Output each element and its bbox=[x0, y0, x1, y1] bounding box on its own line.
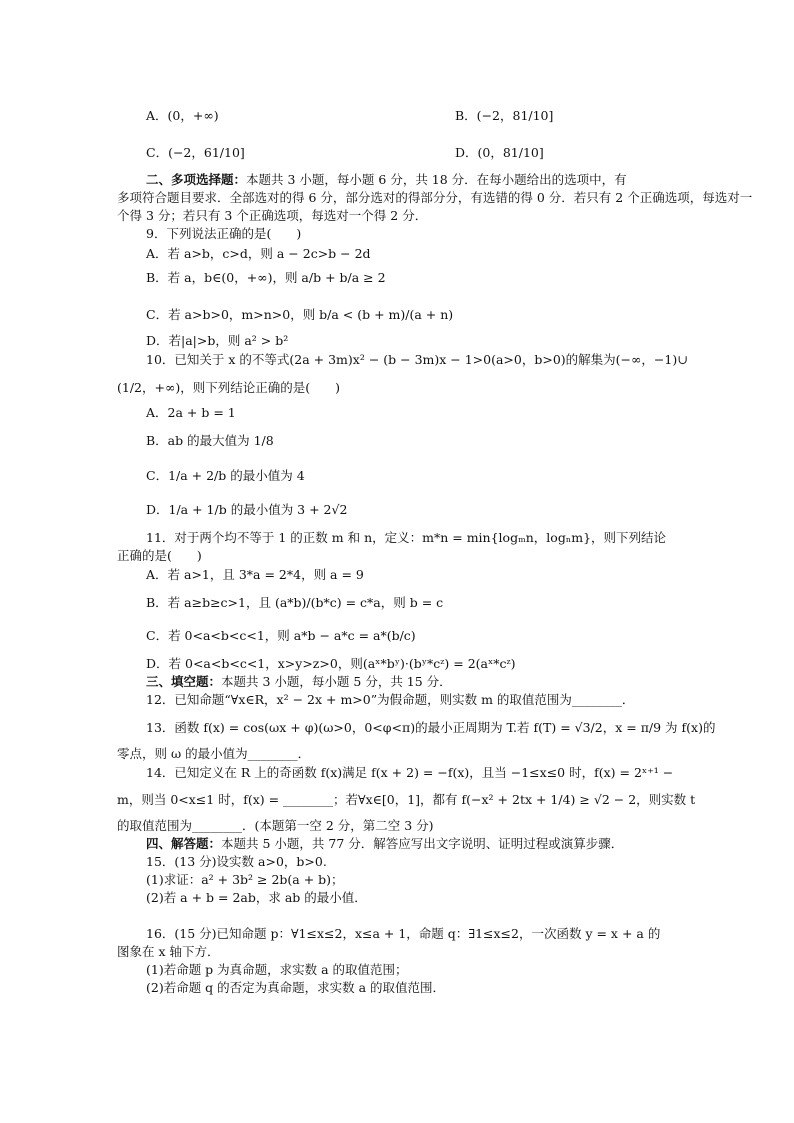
section3-heading-prefix: 三、填空题： bbox=[146, 674, 222, 689]
q16-line1: 16．(15 分)已知命题 p：∀1≤x≤2，x≤a + 1，命题 q：∃1≤x≤2，一次函数 y = x + a 的 bbox=[146, 926, 661, 941]
q11-option-d: D．若 0<a<b<c<1，x>y>z>0，则(aˣ*bʸ)·(bʸ*cᶻ) = 2(aˣ*cᶻ) bbox=[146, 656, 516, 671]
q16-line2: 图象在 x 轴下方． bbox=[117, 944, 220, 959]
q14-line2: m，则当 0<x≤1 时，f(x) = ________；若∀x∈[0，1]，都有 f(−x² + 2tx + 1/4) ≥ √2 − 2，则实数 t bbox=[117, 792, 696, 807]
section2-heading-prefix: 二、多项选择题： bbox=[146, 172, 247, 187]
q9-stem: 9．下列说法正确的是( ) bbox=[146, 226, 302, 241]
q11-option-a: A．若 a>1，且 3*a = 2*4，则 a = 9 bbox=[146, 567, 364, 582]
q9-option-b: B．若 a，b∈(0，+∞)，则 a/b + b/a ≥ 2 bbox=[146, 270, 386, 285]
section3-heading-rest: 本题共 3 小题，每小题 5 分，共 15 分． bbox=[221, 674, 452, 689]
q8-option-b: B．(−2，81/10] bbox=[455, 108, 554, 123]
q14-line1: 14．已知定义在 R 上的奇函数 f(x)满足 f(x + 2) = −f(x)，且当 −1≤x≤0 时，f(x) = 2ˣ⁺¹ − bbox=[146, 765, 674, 780]
q9-option-d: D．若|a|>b，则 a² > b² bbox=[146, 333, 289, 348]
section4-heading bbox=[146, 836, 623, 852]
q12-text: 12．已知命题“∀x∈R，x² − 2x + m>0”为假命题，则实数 m 的取值范围为________． bbox=[146, 692, 635, 707]
q14-line3: 的取值范围为________．(本题第一空 2 分，第二空 3 分) bbox=[117, 818, 434, 833]
section4-heading-prefix: 四、解答题： bbox=[146, 836, 222, 851]
section2-line2: 多项符合题目要求．全部选对的得 6 分，部分选对的得部分分，有选错的得 0 分．若只有 2 个正确选项，每选对一 bbox=[117, 190, 753, 205]
q10-stem-line1: 10．已知关于 x 的不等式(2a + 3m)x² − (b − 3m)x − 1>0(a>0，b>0)的解集为(−∞，−1)∪ bbox=[146, 352, 688, 367]
section2-line3: 个得 3 分；若只有 3 个正确选项，每选对一个得 2 分． bbox=[117, 208, 428, 223]
q15-stem: 15．(13 分)设实数 a>0，b>0. bbox=[146, 854, 327, 869]
q10-stem-line2: (1/2，+∞)，则下列结论正确的是( ) bbox=[117, 380, 341, 395]
q9-option-c: C．若 a>b>0，m>n>0，则 b/a < (b + m)/(a + n) bbox=[146, 307, 454, 322]
q9-option-a: A．若 a>b，c>d，则 a − 2c>b − 2d bbox=[146, 246, 371, 261]
section2-heading-rest: 本题共 3 小题，每小题 6 分，共 18 分．在每小题给出的选项中，有 bbox=[246, 172, 627, 187]
q10-option-d: D．1/a + 1/b 的最小值为 3 + 2√2 bbox=[146, 502, 348, 517]
section2-heading bbox=[146, 172, 627, 188]
q11-stem-line2: 正确的是( ) bbox=[117, 548, 202, 563]
q13-line1: 13．函数 f(x) = cos(ωx + φ)(ω>0，0<φ<π)的最小正周期为 T.若 f(T) = √3/2，x = π/9 为 f(x)的 bbox=[146, 720, 716, 735]
section3-heading bbox=[146, 674, 452, 690]
q11-option-b: B．若 a≥b≥c>1，且 (a*b)/(b*c) = c*a，则 b = c bbox=[146, 595, 444, 610]
q16-part1: (1)若命题 p 为真命题，求实数 a 的取值范围； bbox=[146, 962, 408, 977]
q10-option-c: C．1/a + 2/b 的最小值为 4 bbox=[146, 468, 305, 483]
q13-line2: 零点，则 ω 的最小值为________． bbox=[117, 746, 311, 761]
section4-heading-rest: 本题共 5 小题，共 77 分．解答应写出文字说明、证明过程或演算步骤． bbox=[221, 836, 624, 851]
q15-part1: (1)求证：a² + 3b² ≥ 2b(a + b)； bbox=[146, 872, 344, 887]
q15-part2: (2)若 a + b = 2ab，求 ab 的最小值． bbox=[146, 890, 367, 905]
q8-option-d: D．(0，81/10] bbox=[455, 145, 544, 160]
q8-option-a: A．(0，+∞) bbox=[146, 108, 219, 123]
q16-part2: (2)若命题 q 的否定为真命题，求实数 a 的取值范围． bbox=[146, 980, 446, 995]
q11-option-c: C．若 0<a<b<c<1，则 a*b − a*c = a*(b/c) bbox=[146, 628, 416, 643]
q8-option-c: C．(−2，61/10] bbox=[146, 145, 245, 160]
q10-option-b: B．ab 的最大值为 1/8 bbox=[146, 433, 274, 448]
q11-stem-line1: 11．对于两个均不等于 1 的正数 m 和 n，定义：m*n = min{logₘn，logₙm}，则下列结论 bbox=[146, 530, 667, 545]
q10-option-a: A．2a + b = 1 bbox=[146, 405, 236, 420]
